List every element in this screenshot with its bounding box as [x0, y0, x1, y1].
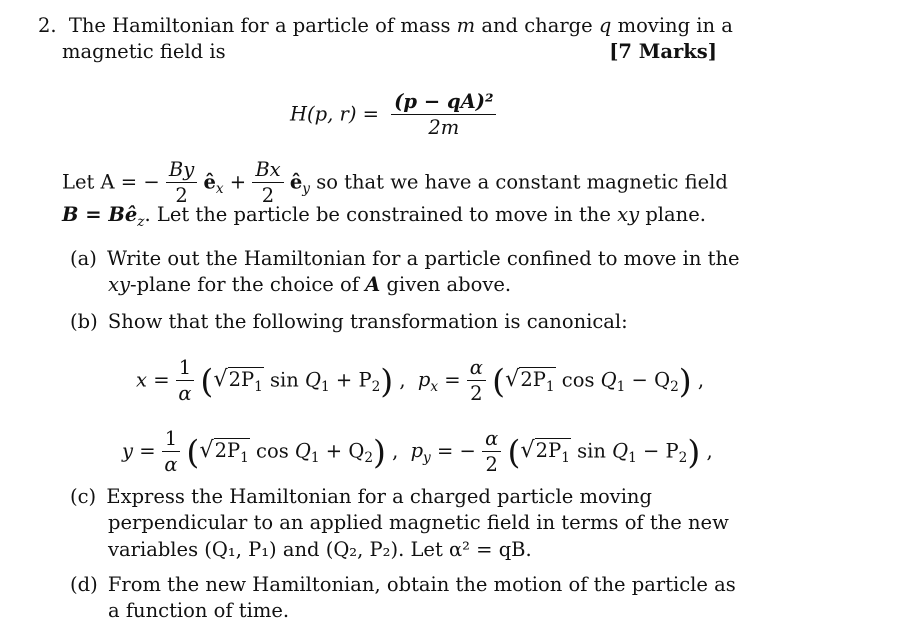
part-c-line-3: variables (Q₁, P₁) and (Q₂, P₂). Let α² = qB. — [108, 538, 532, 561]
alpha-over-2-px — [467, 356, 486, 406]
transform-y-line: y = $\frac{1}{\alpha}$ ($√2P_1$ $\cos Q_1 + Q_2$) , $p_y$ = − $\frac{\alpha}{2}$ ($√2P_1$ $\sin Q_1 - P_2$) , — [122, 427, 713, 477]
by-denominator: 2 — [175, 184, 188, 208]
part-c-line-2: perpendicular to an applied magnetic field in terms of the new — [108, 511, 729, 534]
part-c-line-1 — [70, 485, 652, 508]
hamiltonian-lhs: H(p, r) = — [290, 102, 379, 126]
marks-label: [7 Marks] — [609, 40, 717, 63]
sin-fn: sin — [270, 368, 299, 392]
q1: Q — [294, 439, 311, 463]
cos-fn: cos — [256, 439, 289, 463]
alpha-over-2-py — [482, 427, 501, 477]
by-over-2 — [166, 158, 197, 208]
two-p1: 2P — [214, 439, 241, 463]
by-numerator: By — [166, 158, 197, 183]
part-a-line-2 — [108, 273, 511, 296]
comma: , — [706, 439, 713, 463]
question-number: 2. — [38, 14, 57, 37]
part-d-line-2: a function of time. — [108, 599, 290, 622]
part-a-text-2: -plane for the choice of — [130, 273, 359, 296]
part-b-text: Show that the following transformation is canonical: — [107, 310, 628, 333]
part-c-label: (c) — [70, 485, 97, 508]
plus-p2: + P — [335, 368, 372, 392]
symbol-q: q — [598, 14, 612, 37]
frac-den: 2 — [485, 453, 498, 477]
question-line-1 — [38, 14, 733, 37]
frac-num: 1 — [176, 356, 194, 381]
b-field-def: B = Bê — [62, 203, 138, 226]
frac-den: α — [178, 382, 192, 406]
b-field-rest: . Let the particle be constrained to move in the — [144, 203, 611, 226]
plus-q2: + Q — [325, 439, 365, 463]
plus-sign: + — [229, 170, 247, 194]
comma: , — [697, 368, 705, 392]
hamiltonian-equation — [290, 90, 496, 140]
y-lhs: y = — [122, 439, 156, 463]
hamiltonian-fraction — [391, 90, 496, 140]
q1: Q — [305, 368, 322, 392]
part-d-text-1: From the new Hamiltonian, obtain the motion of the particle as — [107, 573, 736, 596]
plane-text: plane. — [645, 203, 706, 226]
bx-over-2 — [252, 158, 283, 208]
two-p1: 2P — [228, 368, 255, 392]
py-eq: = − — [436, 439, 476, 463]
part-d-label: (d) — [70, 573, 98, 596]
part-c-text-1: Express the Hamiltonian for a charged particle moving — [106, 485, 652, 508]
unit-vector-ey: ê — [289, 170, 303, 194]
question-intro-and: and charge — [481, 14, 593, 37]
py-lhs: p — [410, 439, 424, 463]
question-line-2: magnetic field is — [62, 40, 226, 63]
let-a-text: Let A = − — [62, 170, 160, 194]
part-b-line-1 — [70, 310, 628, 333]
two-p1: 2P — [535, 439, 562, 463]
frac-num: 1 — [162, 427, 180, 452]
frac-den: 2 — [470, 382, 483, 406]
bx-numerator: Bx — [252, 158, 283, 183]
part-a-line-1 — [70, 247, 740, 270]
minus-p2: − P — [642, 439, 679, 463]
comma: , — [399, 368, 406, 392]
hamiltonian-numerator: (p − qA)² — [391, 90, 496, 115]
px-eq: = — [444, 368, 461, 392]
cos-fn: cos — [561, 368, 595, 392]
px-sub: x — [430, 379, 439, 396]
x-lhs: x = — [136, 368, 170, 392]
question-intro-rest: moving in a — [617, 14, 733, 37]
part-a-xy: xy — [108, 273, 131, 296]
comma: , — [392, 439, 399, 463]
px-lhs: p — [417, 368, 431, 392]
frac-den: α — [164, 453, 178, 477]
b-field-line: $B = Bê_z$. Let the particle be constrained to move in the xy plane. — [62, 203, 706, 230]
q1: Q — [612, 439, 629, 463]
question-intro: The Hamiltonian for a particle of mass — [68, 14, 451, 37]
one-over-alpha-x — [176, 356, 194, 406]
part-d-line-1 — [70, 573, 736, 596]
minus-q2: − Q — [631, 368, 671, 392]
one-over-alpha-y — [162, 427, 180, 477]
hamiltonian-denominator: 2m — [428, 116, 460, 140]
two-p1: 2P — [520, 368, 546, 392]
part-a-text-2-end: given above. — [386, 273, 512, 296]
symbol-m: m — [456, 14, 476, 37]
transform-x-line: x = $\frac{1}{\alpha}$ ($√2P_1$ $\sin Q_1 + P_2$) , $p_x$ = $\frac{\alpha}{2}$ ($√2P_1$ $\cos Q_1 - Q_2$) , — [136, 356, 705, 406]
bx-denominator: 2 — [261, 184, 275, 208]
xy-symbol: xy — [617, 203, 640, 226]
py-sub: y — [423, 450, 431, 467]
vector-potential-line: Let A = − $\frac{By}{2}$ $ê_x$ + $\frac{Bx}{2}$ $ê_y$ so that we have a constant magnetic field — [62, 158, 728, 208]
vector-potential-rest: so that we have a constant magnetic field — [316, 170, 728, 194]
part-a-A: A — [365, 273, 381, 296]
sin-fn: sin — [577, 439, 606, 463]
part-a-label: (a) — [70, 247, 97, 270]
part-a-text-1: Write out the Hamiltonian for a particle confined to move in the — [107, 247, 740, 270]
part-b-label: (b) — [70, 310, 98, 333]
unit-vector-ex: ê — [203, 170, 216, 194]
q1: Q — [600, 368, 617, 392]
frac-num: α — [467, 356, 486, 381]
frac-num: α — [482, 427, 501, 452]
